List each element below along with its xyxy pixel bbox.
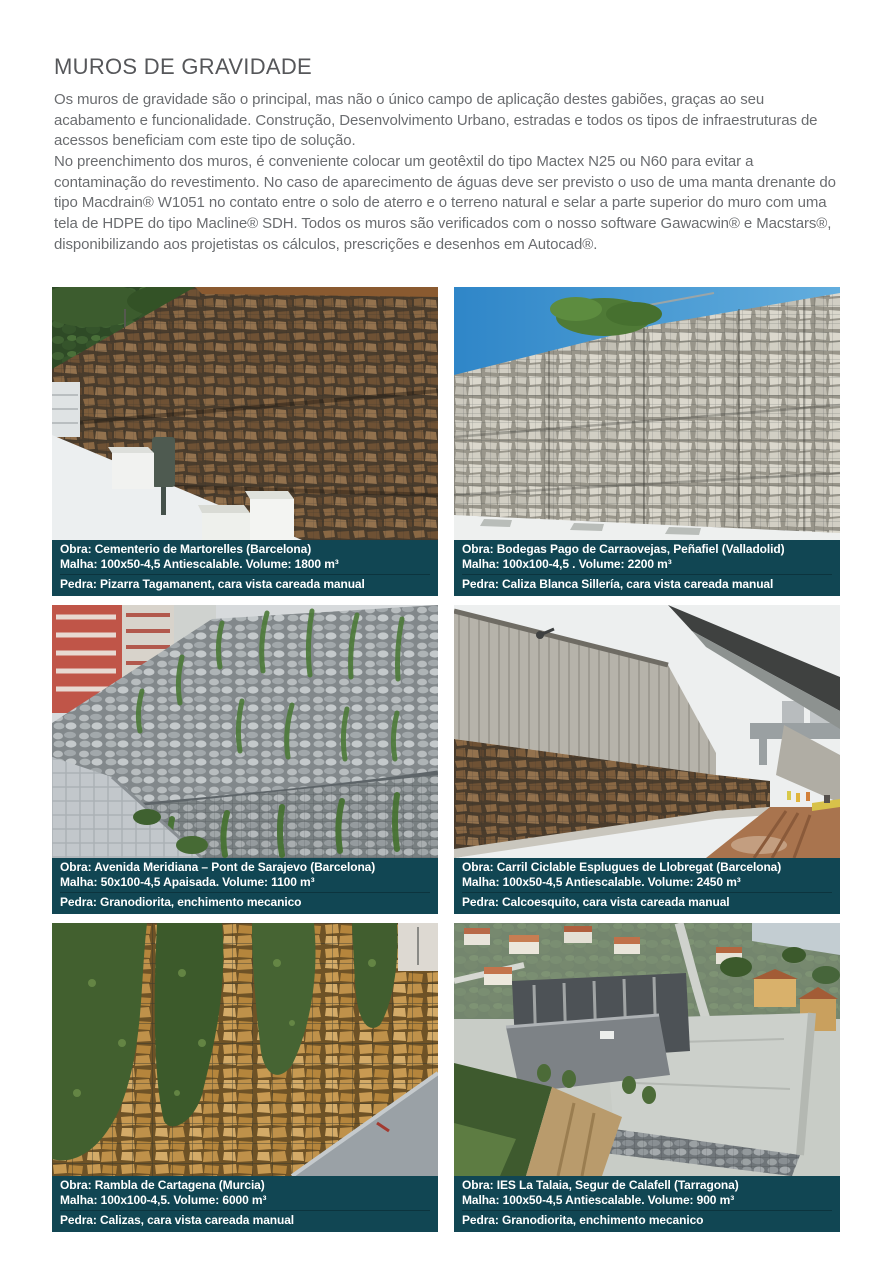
intro-paragraph-1: Os muros de gravidade são o principal, mas não o único campo de aplicação destes gabiões, graças ao seu acabamento e funcionalidade. Construção, Desenvolvimento Urbano, estradas e todos os tipos de infraestruturas de acessos beneficiam com este tipo de solução. [54,91,818,150]
caption-pedra: Pedra: Calcoesquito, cara vista careada manual [462,892,832,910]
caption-malha: Malha: 100x100-4,5. Volume: 6000 m³ [60,1193,267,1207]
caption-pedra: Pedra: Granodiorita, enchimento mecanico [60,892,430,910]
caption-malha: Malha: 100x50-4,5 Antiescalable. Volume: 900 m³ [462,1193,735,1207]
photo-cementerio-martorelles [52,287,438,540]
caption-pedra: Pedra: Caliza Blanca Sillería, cara vista careada manual [462,574,832,592]
caption-obra: Obra: Rambla de Cartagena (Murcia) [60,1178,265,1192]
intro-section [54,54,844,256]
project-card-talaia [454,923,840,1232]
caption-malha: Malha: 100x50-4,5 Antiescalable. Volume: 1800 m³ [60,557,339,571]
caption-obra: Obra: Avenida Meridiana – Pont de Sarajevo (Barcelona) [60,860,376,874]
intro-paragraph-2: No preenchimento dos muros, é conveniente colocar um geotêxtil do tipo Mactex N25 ou N60 para evitar a contaminação do revestimento. No caso de aparecimento de águas deve ser previsto o uso de uma manta drenante do tipo Macdrain® W1051 no contato entre o solo de aterro e o terreno natural e selar a parte superior do muro com uma tela de HDPE do tipo Macline® SDH. Todos os muros são verificados com o nosso software Gawacwin® e Macstars®, disponibilizando aos projetistas os cálculos, prescrições e desenhos em Autocad®. [54,153,836,253]
project-card-martorelles [52,287,438,596]
photo-carril-ciclable [454,605,840,858]
project-card-esplugues [454,605,840,914]
caption-martorelles [52,540,438,596]
photo-rambla-cartagena [52,923,438,1176]
caption-pedra: Pedra: Pizarra Tagamanent, cara vista careada manual [60,574,430,592]
photo-bodegas-carraovejas [454,287,840,540]
caption-malha: Malha: 100x50-4,5 Antiescalable. Volume: 2450 m³ [462,875,741,889]
caption-obra: Obra: IES La Talaia, Segur de Calafell (Tarragona) [462,1178,739,1192]
intro-text [54,90,844,256]
photo-avenida-meridiana [52,605,438,858]
caption-obra: Obra: Carril Ciclable Esplugues de Llobregat (Barcelona) [462,860,782,874]
page-title: MUROS DE GRAVIDADE [54,54,313,79]
caption-malha: Malha: 100x100-4,5 . Volume: 2200 m³ [462,557,672,571]
caption-obra: Obra: Bodegas Pago de Carraovejas, Peñafiel (Valladolid) [462,542,785,556]
project-card-carraovejas [454,287,840,596]
project-grid [52,287,840,1232]
caption-malha: Malha: 50x100-4,5 Apaisada. Volume: 1100 m³ [60,875,315,889]
project-card-meridiana [52,605,438,914]
caption-pedra: Pedra: Calizas, cara vista careada manual [60,1210,430,1228]
photo-ies-la-talaia [454,923,840,1176]
caption-cartagena [52,1176,438,1232]
caption-obra: Obra: Cementerio de Martorelles (Barcelona) [60,542,312,556]
caption-talaia [454,1176,840,1232]
caption-carraovejas [454,540,840,596]
caption-pedra: Pedra: Granodiorita, enchimento mecanico [462,1210,832,1228]
caption-esplugues [454,858,840,914]
project-card-cartagena [52,923,438,1232]
caption-meridiana [52,858,438,914]
